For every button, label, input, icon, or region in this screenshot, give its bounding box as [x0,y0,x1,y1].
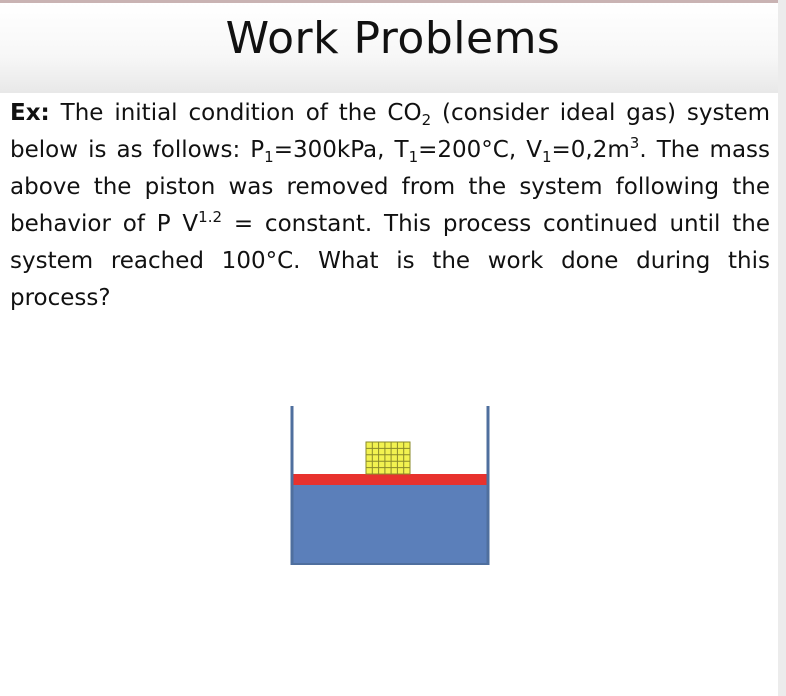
problem-statement [10,95,770,317]
slide-header [0,3,786,93]
piston-cylinder-diagram [280,400,500,570]
problem-text-6: . The mass above the piston was removed from the system following the behavior of P V [10,137,771,237]
p1-subscript: 1 [264,148,274,166]
example-label: Ex: [10,100,50,126]
polytropic-exponent: 1.2 [198,208,223,226]
t1-subscript: 1 [408,148,419,166]
problem-text-1: The initial condition of the CO [49,100,422,126]
right-edge-strip [778,0,786,696]
gas-region [293,485,487,564]
problem-text-4: =200°C, V [418,137,542,163]
mass-block [366,442,410,474]
problem-text-3: =300kPa, T [273,137,409,163]
problem-text-2: (consider ideal gas) system below is as follows: P [10,100,771,163]
piston [292,474,488,485]
co2-subscript: 2 [421,111,432,129]
v1-subscript: 1 [541,148,552,166]
problem-text-7: = constant. This process continued until the system reached 100°C. What is the work done during this process? [10,211,770,311]
page-title: Work Problems [225,13,561,64]
cubic-superscript: 3 [629,134,640,152]
problem-text-5: =0,2m [551,137,630,163]
